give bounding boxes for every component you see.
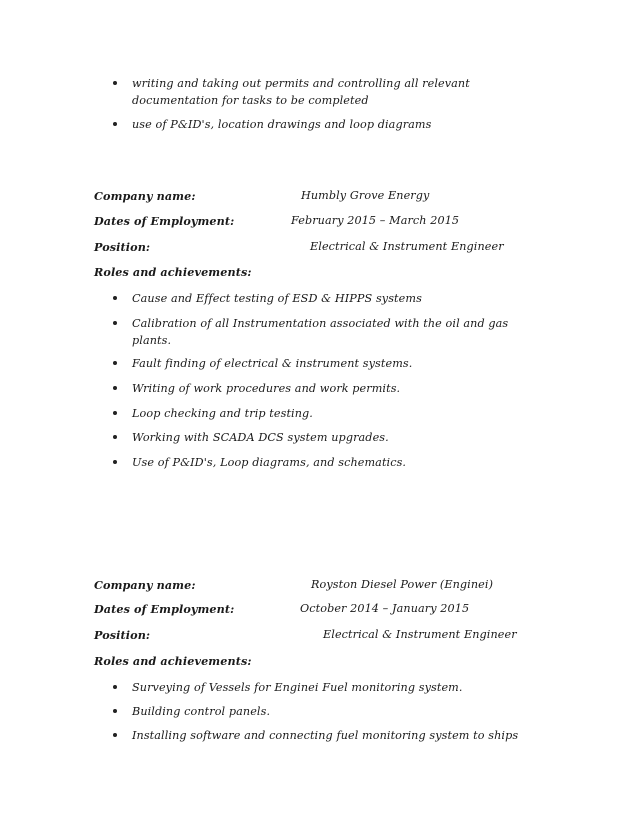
- bullet-text: Building control panels.: [132, 705, 271, 718]
- bullet-icon: [113, 361, 117, 365]
- bullet-text: Calibration of all Instrumentation associated with the oil and gas plants.: [132, 317, 509, 347]
- bullet-icon: [113, 321, 117, 325]
- bullet-text: Cause and Effect testing of ESD & HIPPS systems: [132, 292, 422, 305]
- bullet-text: use of P&ID's, location drawings and loop diagrams: [132, 118, 432, 131]
- bullet-text: Surveying of Vessels for Enginei Fuel monitoring system.: [132, 681, 463, 694]
- company-name-label: Company name:: [94, 578, 196, 592]
- dates-label: Dates of Employment:: [94, 214, 235, 228]
- dates-label: Dates of Employment:: [94, 602, 235, 616]
- bullet-icon: [113, 386, 117, 390]
- dates-value: October 2014 – January 2015: [300, 602, 470, 615]
- bullet-icon: [113, 81, 117, 85]
- bullet-text: Installing software and connecting fuel monitoring system to ships: [132, 729, 519, 742]
- bullet-text: Loop checking and trip testing.: [132, 407, 313, 420]
- position-value: Electrical & Instrument Engineer: [310, 240, 504, 253]
- bullet-text: Writing of work procedures and work permits.: [132, 382, 401, 395]
- bullet-icon: [113, 685, 117, 689]
- bullet-text: writing and taking out permits and controlling all relevant documentation for tasks to be completed: [132, 77, 470, 107]
- bullet-icon: [113, 435, 117, 439]
- dates-value: February 2015 – March 2015: [291, 214, 460, 227]
- company-name-value: Humbly Grove Energy: [301, 189, 430, 202]
- bullet-icon: [113, 460, 117, 464]
- bullet-text: Working with SCADA DCS system upgrades.: [132, 431, 389, 444]
- bullet-icon: [113, 296, 117, 300]
- bullet-icon: [113, 709, 117, 713]
- company-name-label: Company name:: [94, 189, 196, 203]
- roles-label: Roles and achievements:: [94, 265, 252, 279]
- bullet-text: Use of P&ID's, Loop diagrams, and schematics.: [132, 456, 407, 469]
- position-label: Position:: [94, 240, 151, 254]
- position-value: Electrical & Instrument Engineer: [323, 628, 517, 641]
- position-label: Position:: [94, 628, 151, 642]
- bullet-icon: [113, 122, 117, 126]
- roles-label: Roles and achievements:: [94, 654, 252, 668]
- company-name-value: Royston Diesel Power (Enginei): [311, 578, 494, 591]
- bullet-icon: [113, 733, 117, 737]
- bullet-text: Fault finding of electrical & instrument systems.: [132, 357, 413, 370]
- bullet-icon: [113, 411, 117, 415]
